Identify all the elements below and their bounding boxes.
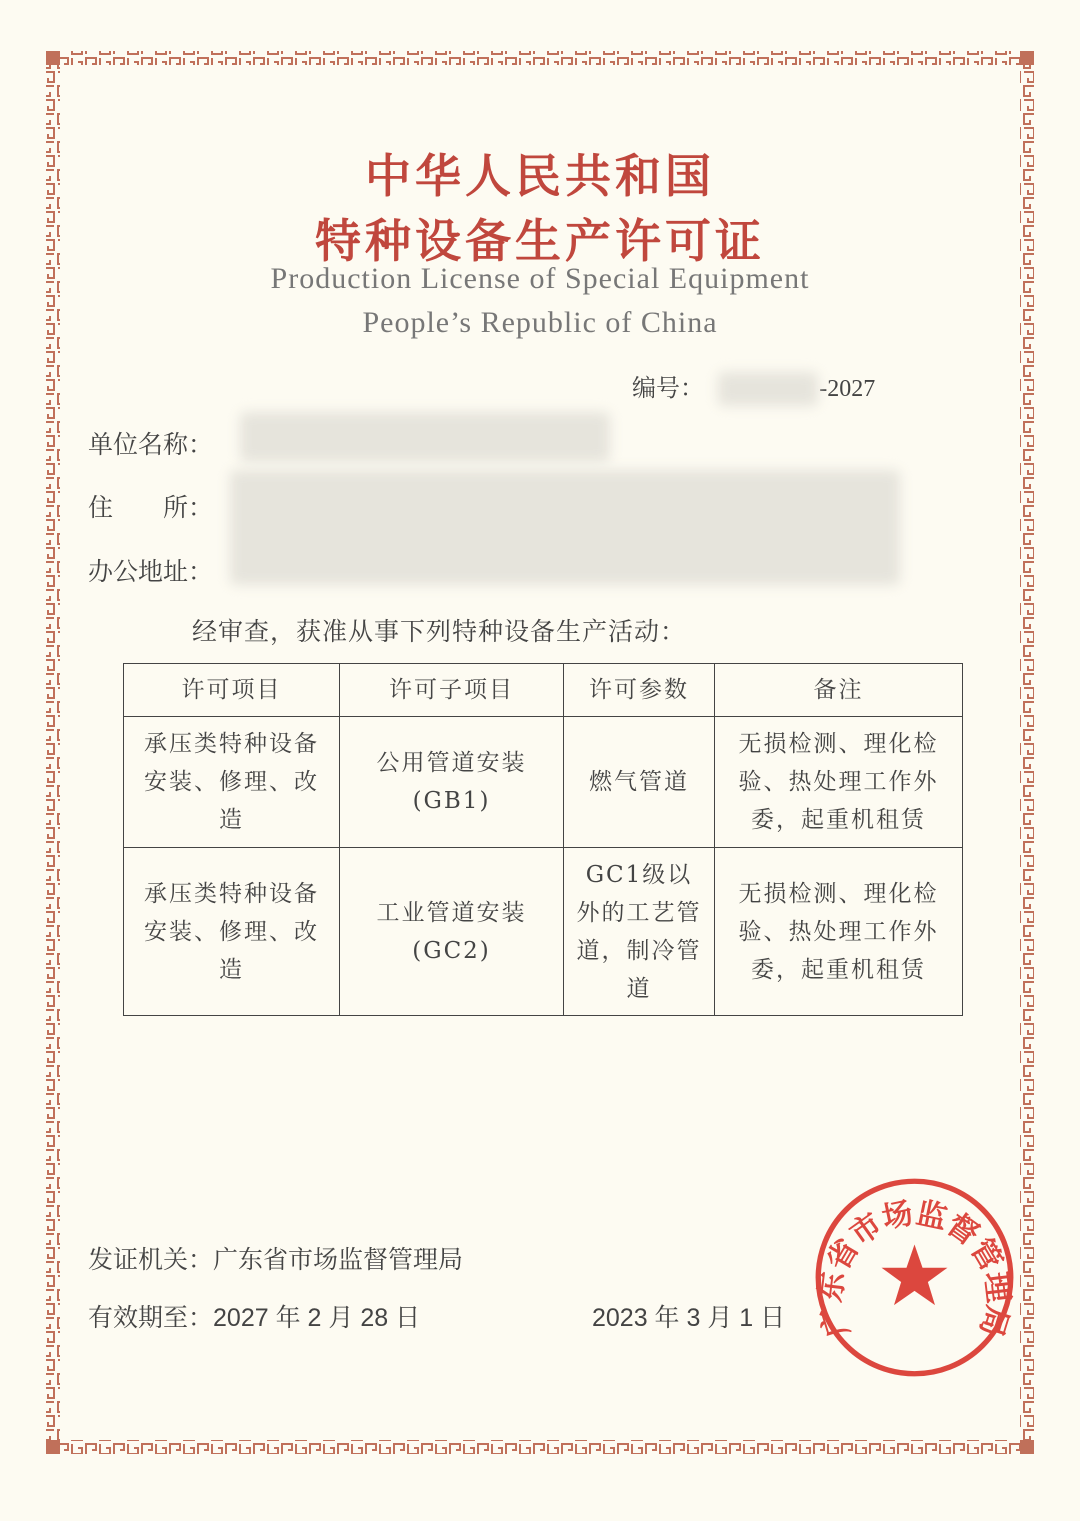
cell-remarks: 无损检测、理化检验、热处理工作外委，起重机租赁 (715, 848, 963, 1016)
unit-name-label: 单位名称： (88, 430, 214, 459)
table-row (124, 717, 963, 848)
cell-remarks: 无损检测、理化检验、热处理工作外委，起重机租赁 (715, 717, 963, 848)
title-en-line2: People’s Republic of China (362, 306, 718, 339)
validity (88, 1298, 420, 1334)
header-item: 许可项目 (124, 664, 340, 717)
seal-text: 广东省市场监督管理局 (813, 1195, 1016, 1341)
redacted-address (230, 470, 900, 585)
license-number-value: -2027 (819, 376, 876, 402)
table-row (124, 848, 963, 1016)
validity-value: 2027 年 2 月 28 日 (213, 1304, 421, 1332)
address-label: 住 所： (88, 493, 214, 522)
validity-label: 有效期至： (88, 1303, 214, 1332)
license-number-label: 编号： (632, 374, 704, 402)
office-address-label: 办公地址： (88, 557, 214, 586)
cell-subitem: 工业管道安装 (GC2) (340, 848, 564, 1016)
cell-parameter: 燃气管道 (564, 717, 715, 848)
star-icon (882, 1245, 948, 1306)
issue-date (592, 1298, 785, 1334)
issuer (88, 1240, 463, 1276)
issuer-value: 广东省市场监督管理局 (213, 1245, 464, 1274)
issue-date-value: 2023 年 3 月 1 日 (592, 1304, 786, 1332)
license-table (123, 663, 963, 1016)
header-subitem: 许可子项目 (340, 664, 564, 717)
title-en-line1: Production License of Special Equipment (270, 262, 810, 295)
cell-parameter: GC1级以外的工艺管道，制冷管道 (564, 848, 715, 1016)
table-header-row (124, 664, 963, 717)
cell-item: 承压类特种设备安装、修理、改造 (124, 717, 340, 848)
cell-item: 承压类特种设备安装、修理、改造 (124, 848, 340, 1016)
issuer-label: 发证机关： (88, 1245, 214, 1274)
official-seal (812, 1175, 1017, 1380)
header-parameter: 许可参数 (564, 664, 715, 717)
approval-intro: 经审查，获准从事下列特种设备生产活动： (192, 617, 687, 646)
title-cn-line1: 中华人民共和国 (365, 149, 715, 203)
redacted-number (718, 372, 818, 406)
redacted-unit-name (240, 412, 610, 462)
cell-subitem: 公用管道安装 (GB1) (340, 717, 564, 848)
title-cn-line2: 特种设备生产许可证 (315, 214, 765, 268)
header-remarks: 备注 (715, 664, 963, 717)
